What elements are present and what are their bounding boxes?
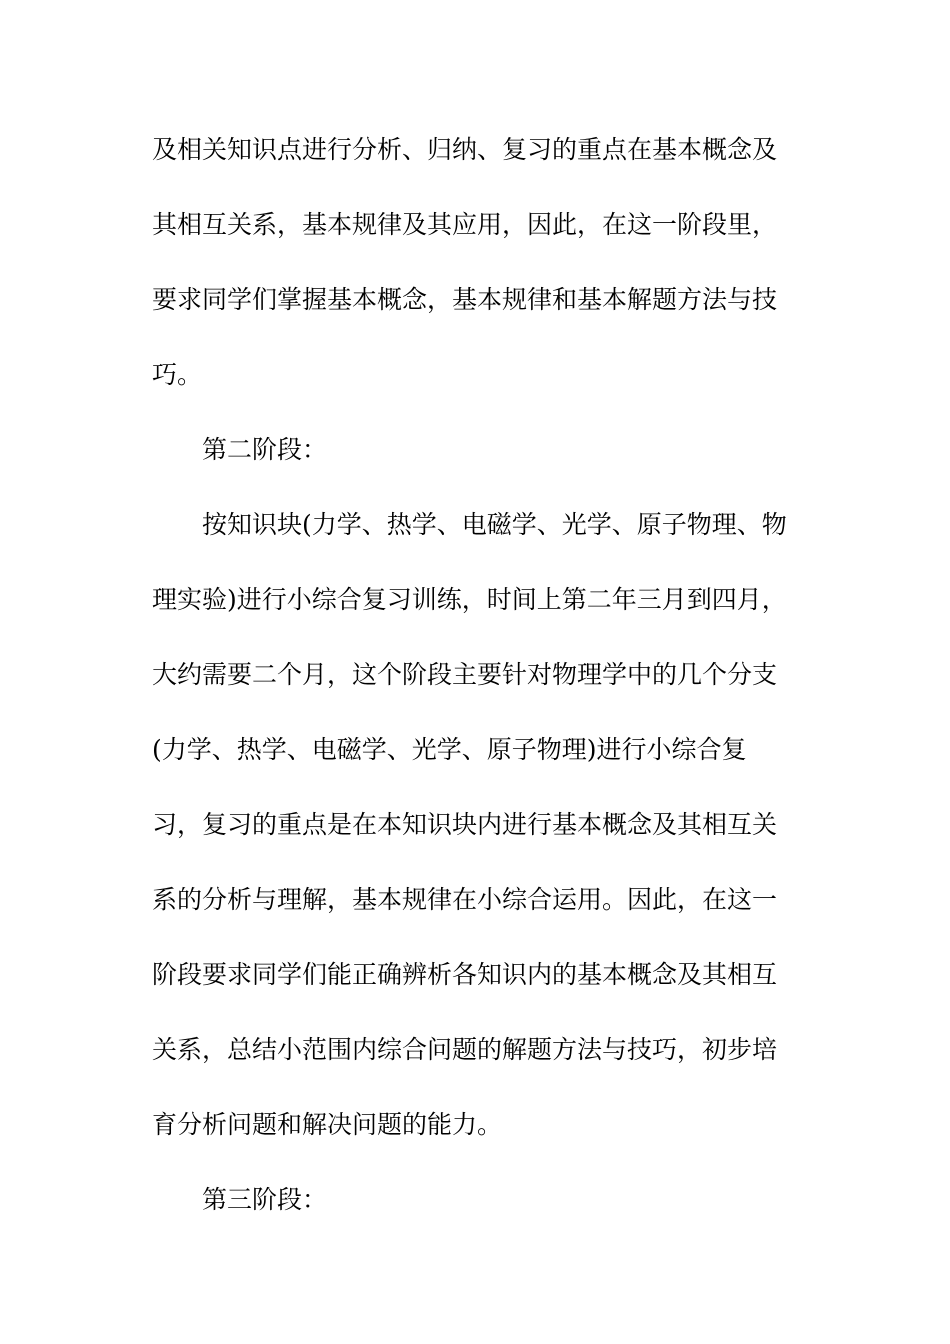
paragraph-line: 要求同学们掌握基本概念，基本规律和基本解题方法与技 bbox=[152, 285, 778, 314]
paragraph-line: 及相关知识点进行分析、归纳、复习的重点在基本概念及 bbox=[152, 135, 778, 164]
paragraph-line: 系的分析与理解，基本规律在小综合运用。因此，在这一 bbox=[152, 885, 778, 914]
paragraph-line: 其相互关系，基本规律及其应用，因此，在这一阶段里， bbox=[152, 210, 778, 239]
section-heading: 第三阶段： bbox=[202, 1185, 328, 1214]
paragraph-line: 关系，总结小范围内综合问题的解题方法与技巧，初步培 bbox=[152, 1035, 778, 1064]
paragraph-line: 阶段要求同学们能正确辨析各知识内的基本概念及其相互 bbox=[152, 960, 778, 989]
paragraph-line: (力学、热学、电磁学、光学、原子物理)进行小综合复 bbox=[152, 735, 747, 764]
paragraph-line: 按知识块(力学、热学、电磁学、光学、原子物理、物 bbox=[202, 510, 787, 539]
paragraph-line: 理实验)进行小综合复习训练，时间上第二年三月到四月， bbox=[152, 585, 787, 614]
paragraph-line: 育分析问题和解决问题的能力。 bbox=[152, 1110, 503, 1139]
section-heading: 第二阶段： bbox=[202, 435, 328, 464]
paragraph-line: 巧。 bbox=[152, 360, 203, 389]
paragraph-line: 大约需要二个月，这个阶段主要针对物理学中的几个分支 bbox=[152, 660, 778, 689]
paragraph-line: 习，复习的重点是在本知识块内进行基本概念及其相互关 bbox=[152, 810, 778, 839]
